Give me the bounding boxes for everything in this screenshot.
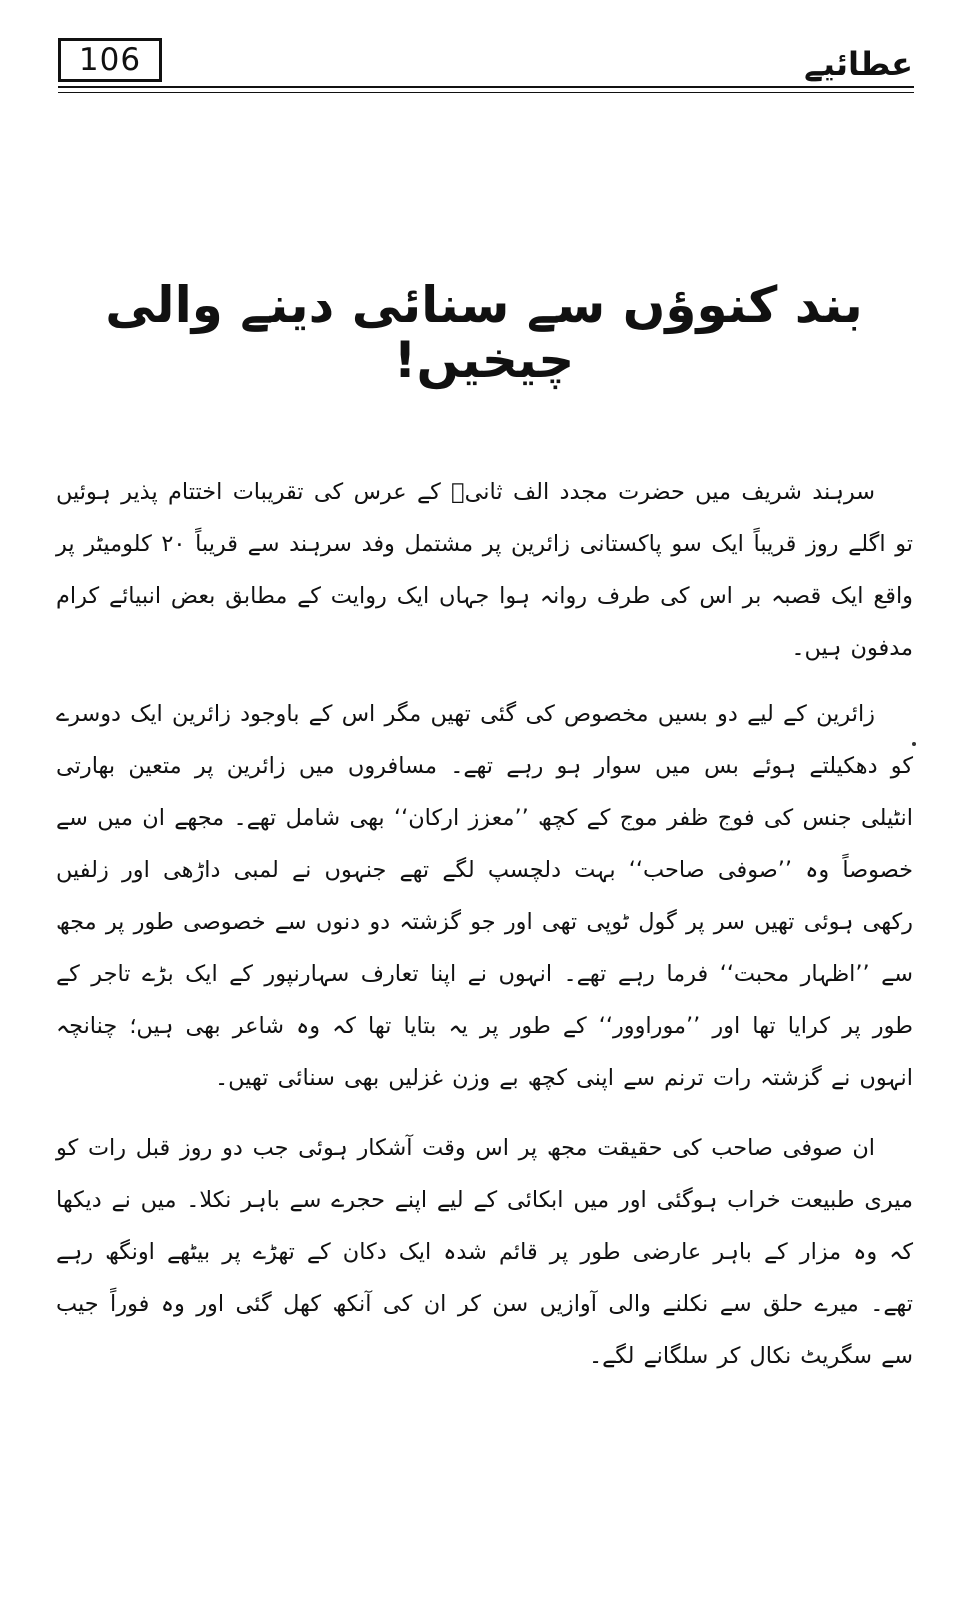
paragraph-1: سرہند شریف میں حضرت مجدد الف ثانیؒ کے عرس کی تقریبات اختتام پذیر ہوئیں تو اگلے روز قریباً ایک سو پاکستانی زائرین پر مشتمل وفد سرہند سے قریباً ۲۰ کلومیٹر پر واقع ایک قصبہ بر اس کی طرف روانہ ہوا جہاں ایک روایت کے مطابق بعض انبیائے کرام مدفون ہیں۔ bbox=[56, 479, 913, 661]
body-text bbox=[56, 466, 913, 1396]
header-rule-thin bbox=[58, 92, 914, 93]
chapter-title: بند کنوؤں سے سنائی دینے والی چیخیں! bbox=[105, 276, 863, 389]
page-number-box bbox=[58, 38, 162, 82]
header-rule bbox=[58, 86, 914, 88]
page-number: 106 bbox=[78, 42, 142, 78]
paragraph-3: ان صوفی صاحب کی حقیقت مجھ پر اس وقت آشکار ہوئی جب دو روز قبل رات کو میری طبیعت خراب ہوگئی اور میں ابکائی کے لیے اپنے حجرے سے باہر نکلا۔ میں نے دیکھا کہ وہ مزار کے باہر عارضی طور پر قائم شدہ ایک دکان کے تھڑے پر بیٹھے اونگھ رہے تھے۔ میرے حلق سے نکلنے والی آوازیں سن کر ان کی آنکھ کھل گئی اور وہ فوراً جیب سے سگریٹ نکال کر سلگانے لگے۔ bbox=[56, 1135, 913, 1369]
paragraph-2: زائرین کے لیے دو بسیں مخصوص کی گئی تھیں مگر اس کے باوجود زائرین ایک دوسرے کو دھکیلتے ہوئے بس میں سوار ہو رہے تھے۔ مسافروں میں زائرین پر متعین بھارتی انٹیلی جنس کی فوج ظفر موج کے کچھ ’’معزز ارکان‘‘ بھی شامل تھے۔ مجھے ان میں سے خصوصاً وہ ’’صوفی صاحب‘‘ بہت دلچسپ لگے تھے جنہوں نے لمبی داڑھی اور زلفیں رکھی ہوئی تھیں سر پر گول ٹوپی تھی اور جو گزشتہ دو دنوں سے خصوصی طور پر مجھ سے ’’اظہار محبت‘‘ فرما رہے تھے۔ انہوں نے اپنا تعارف سہارنپور کے ایک بڑے تاجر کے طور پر کرایا تھا اور ’’موراوور‘‘ کے طور پر یہ بتایا تھا کہ وہ شاعر بھی ہیں؛ چنانچہ انہوں نے گزشتہ رات ترنم سے اپنی کچھ بے وزن غزلیں بھی سنائی تھیں۔ bbox=[56, 701, 913, 1091]
scan-speck bbox=[912, 742, 916, 746]
running-head: عطائیے bbox=[804, 45, 913, 83]
